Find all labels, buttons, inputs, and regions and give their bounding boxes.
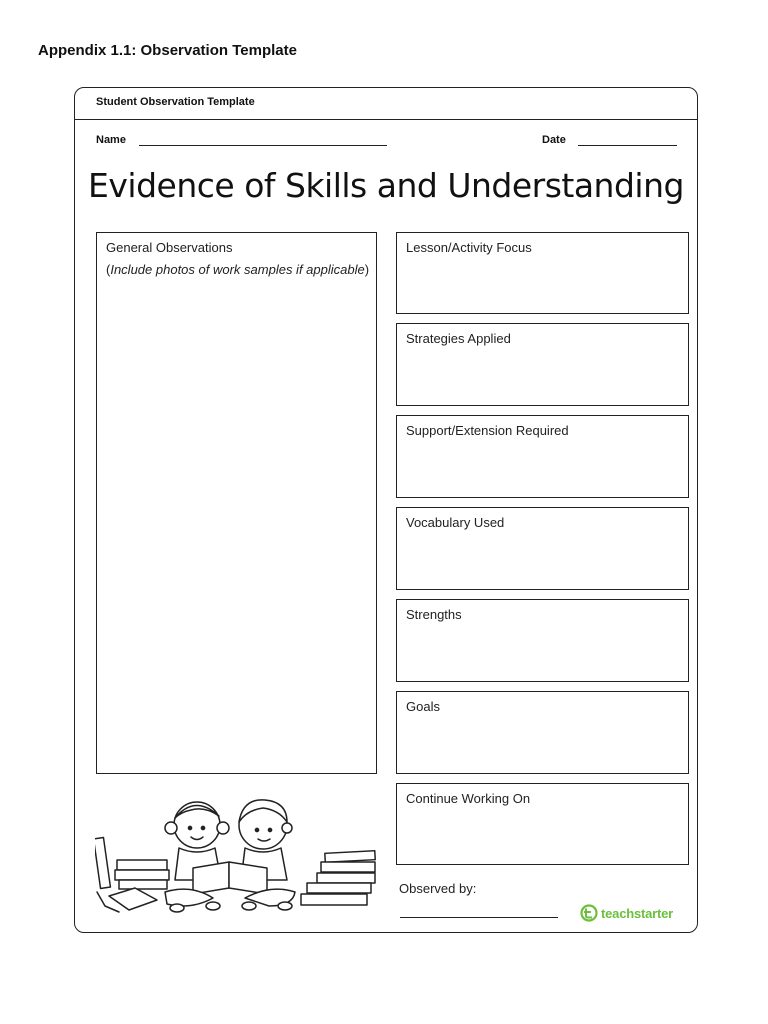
appendix-title: Appendix 1.1: Observation Template [38, 42, 297, 59]
strengths-label: Strengths [406, 607, 462, 622]
lesson-focus-label: Lesson/Activity Focus [406, 240, 532, 255]
observed-by-label: Observed by: [399, 881, 477, 896]
general-observations-note: (Include photos of work samples if applicable) [106, 262, 370, 277]
lesson-focus-box[interactable] [396, 232, 689, 314]
children-reading-books-illustration [95, 788, 385, 918]
observed-by-line[interactable] [400, 917, 558, 918]
continue-working-box[interactable] [396, 783, 689, 865]
sheet-header [75, 88, 697, 120]
teachstarter-logo-text: teachstarter [601, 905, 674, 921]
goals-box[interactable] [396, 691, 689, 774]
strategies-applied-box[interactable] [396, 323, 689, 406]
general-observations-box[interactable] [96, 232, 377, 774]
date-field-line[interactable] [578, 145, 677, 146]
goals-label: Goals [406, 699, 440, 714]
teachstarter-logo [580, 904, 673, 922]
observation-sheet [74, 87, 698, 933]
main-title: Evidence of Skills and Understanding [88, 166, 684, 205]
continue-working-label: Continue Working On [406, 791, 531, 806]
support-extension-box[interactable] [396, 415, 689, 498]
strategies-applied-label: Strategies Applied [406, 331, 511, 346]
sheet-header-title: Student Observation Template [96, 96, 255, 108]
general-observations-label: General Observations [106, 240, 233, 255]
vocabulary-used-box[interactable] [396, 507, 689, 590]
vocabulary-used-label: Vocabulary Used [406, 515, 505, 530]
name-label: Name [96, 134, 126, 146]
teachstarter-logo-icon [580, 904, 598, 922]
strengths-box[interactable] [396, 599, 689, 682]
name-field-line[interactable] [139, 145, 387, 146]
date-label: Date [542, 134, 566, 146]
support-extension-label: Support/Extension Required [406, 423, 569, 438]
